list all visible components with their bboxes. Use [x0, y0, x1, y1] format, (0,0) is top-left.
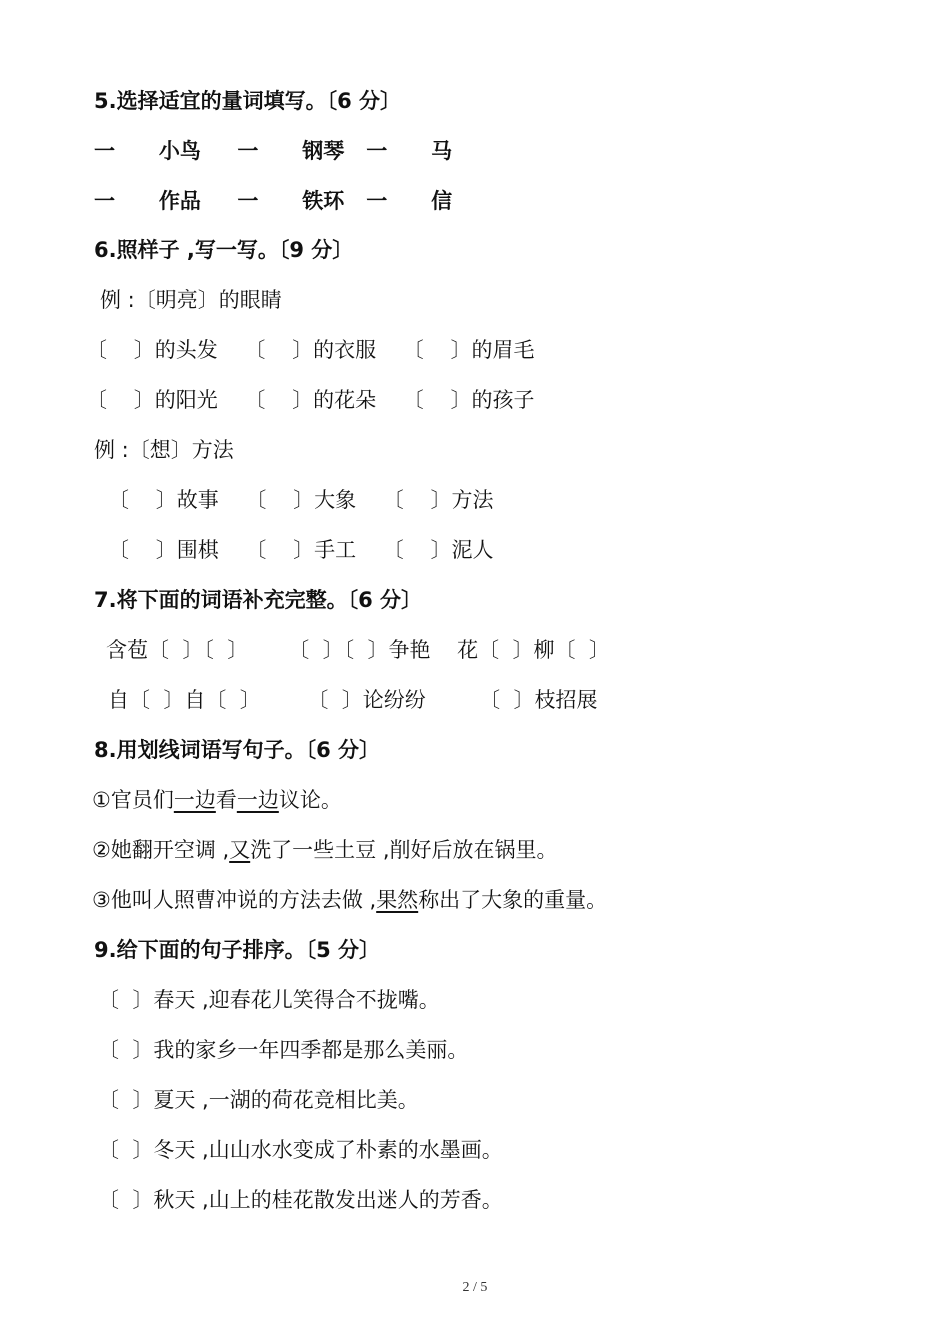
q6-row-2: 〔 〕的阳光 〔 〕的花朵 〔 〕的孩子 — [86, 388, 535, 412]
q8-sentence-3 — [92, 885, 607, 915]
q5-row-1: 一 小鸟 一 钢琴 一 马 — [94, 139, 453, 163]
q6-heading: 6.照样子 ,写一写。〔9 分〕 — [94, 238, 354, 262]
q8-s1-pre: ①官员们 — [92, 788, 174, 812]
q6-row-3: 〔 〕故事 〔 〕大象 〔 〕方法 — [108, 488, 494, 512]
q8-sentence-2 — [92, 835, 558, 865]
q8-s2-pre: ②她翻开空调 , — [92, 838, 230, 862]
q6-row-4: 〔 〕围棋 〔 〕手工 〔 〕泥人 — [108, 538, 494, 562]
q8-s1-mid: 看 — [215, 788, 237, 812]
q9-heading: 9.给下面的句子排序。〔5 分〕 — [94, 938, 381, 962]
q7-row-2: 自〔 〕自〔 〕 〔 〕论纷纷 〔 〕枝招展 — [108, 688, 598, 712]
q7-heading: 7.将下面的词语补充完整。〔6 分〕 — [94, 588, 423, 612]
q5-row-2: 一 作品 一 铁环 一 信 — [94, 189, 453, 213]
q8-heading: 8.用划线词语写句子。〔6 分〕 — [94, 738, 381, 762]
q9-item: 〔 〕春天 ,迎春花儿笑得合不拢嘴。 — [98, 988, 440, 1012]
q6-example-1: 例 :〔明亮〕的眼睛 — [100, 288, 282, 312]
q8-s3-underlined: 果然 — [376, 888, 419, 912]
q6-row-1: 〔 〕的头发 〔 〕的衣服 〔 〕的眉毛 — [86, 338, 535, 362]
q8-s3-pre: ③他叫人照曹冲说的方法去做 , — [92, 888, 377, 912]
q9-item: 〔 〕夏天 ,一湖的荷花竞相比美。 — [98, 1088, 419, 1112]
page-number: 2 / 5 — [462, 1280, 488, 1295]
q8-s1-underlined-2: 一边 — [236, 788, 279, 812]
q6-example-2: 例 :〔想〕方法 — [94, 438, 234, 462]
q5-heading: 5.选择适宜的量词填写。〔6 分〕 — [94, 89, 402, 113]
q8-s1-underlined-1: 一边 — [173, 788, 216, 812]
q9-item: 〔 〕秋天 ,山上的桂花散发出迷人的芳香。 — [98, 1188, 503, 1212]
q8-s1-post: 议论。 — [278, 788, 342, 812]
q8-s3-post: 称出了大象的重量。 — [418, 888, 608, 912]
q8-s2-underlined: 又 — [229, 838, 251, 862]
q8-s2-post: 洗了一些土豆 ,削好后放在锅里。 — [250, 838, 558, 862]
q9-item: 〔 〕我的家乡一年四季都是那么美丽。 — [98, 1038, 469, 1062]
q9-item: 〔 〕冬天 ,山山水水变成了朴素的水墨画。 — [98, 1138, 503, 1162]
q7-row-1: 含苞〔 〕〔 〕 〔 〕〔 〕争艳 花〔 〕柳〔 〕 — [106, 638, 610, 662]
q8-sentence-1 — [92, 785, 342, 815]
